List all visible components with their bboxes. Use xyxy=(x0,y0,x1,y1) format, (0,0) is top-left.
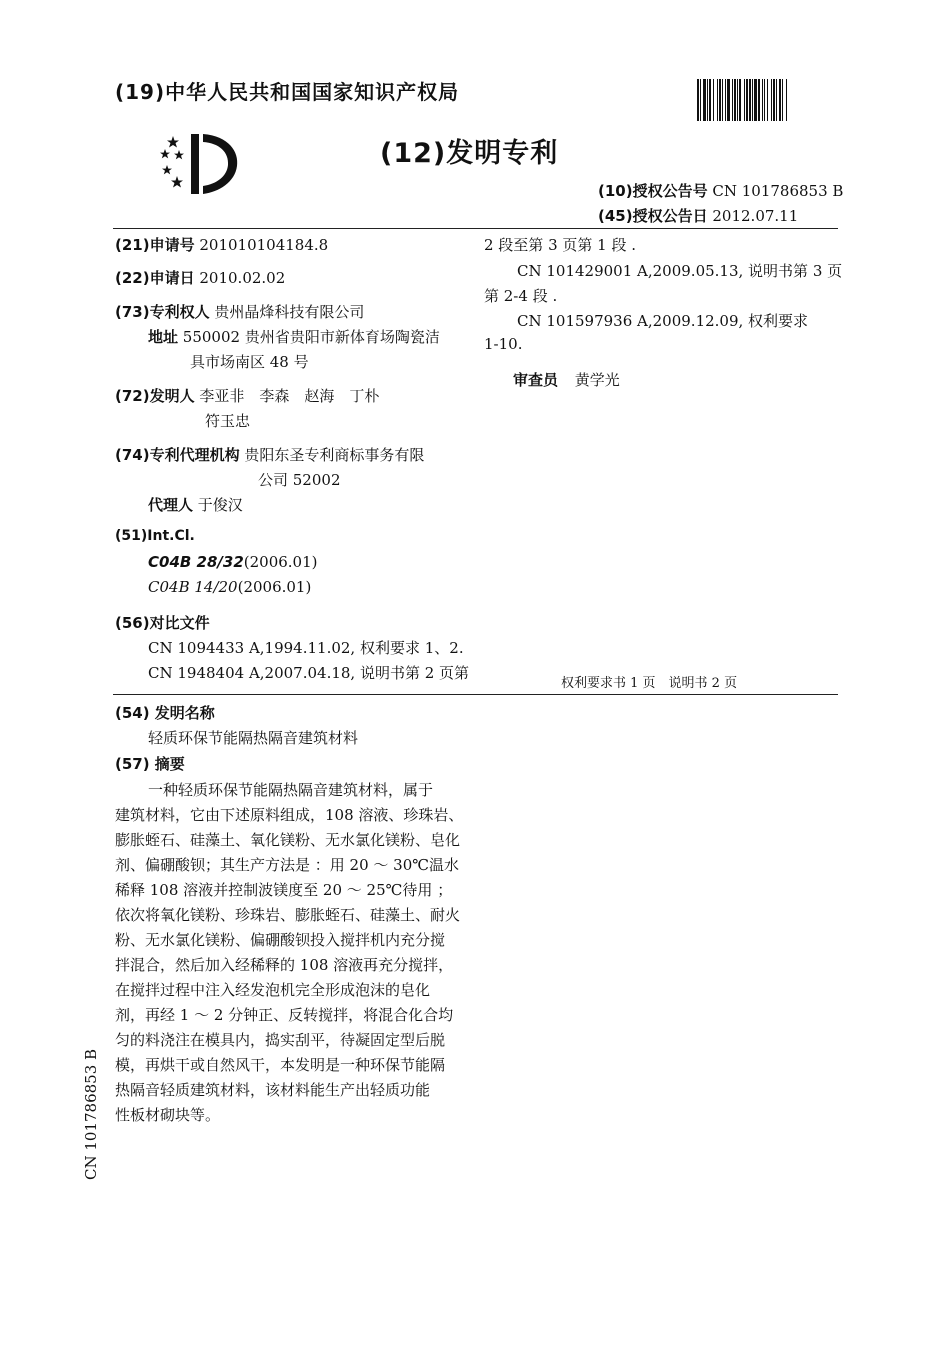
document-type: (12)发明专利 xyxy=(380,138,559,169)
application-date-row xyxy=(115,267,285,288)
examiner-label: 审查员 xyxy=(513,371,559,389)
examiner: 黄学光 xyxy=(574,371,620,389)
barcode-bar xyxy=(762,79,763,121)
abstract-line: 热隔音轻质建筑材料，该材料能生产出轻质功能 xyxy=(115,1081,431,1099)
section-rule xyxy=(113,694,838,695)
inventors-line-1: 李亚非 李森 赵海 丁朴 xyxy=(199,387,380,405)
abstract-line: 粉、无水氯化镁粉、偏硼酸钡投入搅拌机内充分搅 xyxy=(115,931,446,949)
inventors-label: (72)发明人 xyxy=(115,387,195,405)
grant-pub-number-row xyxy=(598,180,843,201)
barcode-bar xyxy=(779,79,781,121)
agency-line-2: 公司 52002 xyxy=(258,471,341,489)
ipc-version: (2006.01) xyxy=(243,553,318,571)
barcode-bar xyxy=(776,79,777,121)
patentee-label: (73)专利权人 xyxy=(115,303,210,321)
ipc-entry xyxy=(148,553,318,571)
abstract-line: 膨胀蛭石、硅藻土、氧化镁粉、无水氯化镁粉、皂化 xyxy=(115,831,461,849)
references-label-row xyxy=(115,612,210,633)
agency-label: (74)专利代理机构 xyxy=(115,446,240,464)
barcode-bar xyxy=(749,79,751,121)
references-label: (56)对比文件 xyxy=(115,614,210,632)
side-publication-number: CN 101786853 B xyxy=(82,1048,100,1180)
abstract-line: 剂、偏硼酸钡；其生产方法是 ：用 20 ～ 30℃温水 xyxy=(115,856,460,874)
barcode-bar xyxy=(771,79,772,121)
application-number-label: (21)申请号 xyxy=(115,236,195,254)
barcode-bar xyxy=(734,79,736,121)
abstract-line: 性板材砌块等。 xyxy=(115,1106,221,1124)
grant-date-row xyxy=(598,205,798,226)
barcode-bar xyxy=(717,79,718,121)
ipc-entry xyxy=(148,578,311,596)
agency-row xyxy=(115,444,424,465)
abstract-line: 依次将氧化镁粉、珍珠岩、膨胀蛭石、硅藻土、耐火 xyxy=(115,906,461,924)
abstract-line: 剂，再经 1 ～ 2 分钟正、反转搅拌，将混合化合均 xyxy=(115,1006,454,1024)
int-cl-label xyxy=(115,528,195,544)
invention-title: 轻质环保节能隔热隔音建筑材料 xyxy=(148,729,359,747)
reference-item: CN 1948404 A,2007.04.18, 说明书第 2 页第 xyxy=(148,664,470,682)
invention-title-label: (54) 发明名称 xyxy=(115,704,215,722)
barcode-bar xyxy=(707,79,708,121)
abstract-line: 拌混合，然后加入经稀释的 108 溶液再充分搅拌， xyxy=(115,956,454,974)
inventors-row xyxy=(115,385,379,406)
barcode-bar xyxy=(713,79,714,121)
address-label: 地址 xyxy=(148,328,179,346)
ipc-code: C04B 28/32 xyxy=(148,553,244,571)
int-cl-label-text: (51)Int.Cl. xyxy=(115,528,195,544)
abstract-line: 在搅拌过程中注入经发泡机完全形成泡沫的皂化 xyxy=(115,981,431,999)
barcode-bar xyxy=(767,79,768,121)
application-date: 2010.02.02 xyxy=(199,269,286,287)
issuing-office: (19)中华人民共和国国家知识产权局 xyxy=(115,80,460,104)
reference-continuation: 2 段至第 3 页第 1 段 . xyxy=(484,236,637,254)
barcode-bar xyxy=(697,79,699,121)
barcode-bar xyxy=(764,79,765,121)
barcode-bar xyxy=(739,79,741,121)
barcode-bar xyxy=(732,79,733,121)
barcode-bar xyxy=(744,79,745,121)
barcode-bar xyxy=(725,79,726,121)
abstract-label-row xyxy=(115,753,185,774)
barcode-bar xyxy=(754,79,757,121)
barcode-bar xyxy=(719,79,721,121)
reference-item: CN 101429001 A,2009.05.13, 说明书第 3 页 xyxy=(517,262,843,280)
abstract-line: 匀的料浇注在模具内，捣实刮平，待凝固定型后脱 xyxy=(115,1031,446,1049)
grant-date: 2012.07.11 xyxy=(712,207,799,225)
application-number: 201010104184.8 xyxy=(199,236,329,254)
abstract-body xyxy=(115,778,475,1128)
header-rule xyxy=(113,228,838,229)
application-date-label: (22)申请日 xyxy=(115,269,195,287)
reference-item: CN 1094433 A,1994.11.02, 权利要求 1、2. xyxy=(148,639,464,657)
abstract-line: 一种轻质环保节能隔热隔音建筑材料，属于 xyxy=(148,781,434,799)
abstract-label: (57) 摘要 xyxy=(115,755,185,773)
patentee: 贵州晶烽科技有限公司 xyxy=(214,303,365,321)
barcode-bar xyxy=(746,79,748,121)
page-count: 权利要求书 1 页 说明书 2 页 xyxy=(561,676,738,691)
barcode-bar xyxy=(782,79,783,121)
application-number-row xyxy=(115,234,328,255)
barcode xyxy=(697,79,837,121)
agency-line-1: 贵阳东圣专利商标事务有限 xyxy=(244,446,425,464)
barcode-bar xyxy=(703,79,706,121)
patentee-row xyxy=(115,301,364,322)
abstract-line: 模，再烘干或自然风干，本发明是一种环保节能隔 xyxy=(115,1056,446,1074)
barcode-bar xyxy=(773,79,775,121)
barcode-bar xyxy=(786,79,787,121)
reference-continuation: 第 2-4 段 . xyxy=(484,287,558,305)
barcode-bar xyxy=(727,79,730,121)
barcode-bar xyxy=(722,79,723,121)
ipc-version: (2006.01) xyxy=(237,578,312,596)
barcode-bar xyxy=(709,79,711,121)
inventors-line-2: 符玉忠 xyxy=(205,412,251,430)
barcode-bar xyxy=(737,79,738,121)
abstract-line: 建筑材料，它由下述原料组成，108 溶液、珍珠岩、 xyxy=(115,806,464,824)
ipc-code: C04B 14/20 xyxy=(148,578,238,596)
agent-row xyxy=(148,494,243,515)
barcode-bar xyxy=(700,79,701,121)
grant-pub-number-label: (10)授权公告号 xyxy=(598,182,708,200)
grant-pub-number: CN 101786853 B xyxy=(712,182,844,200)
address-row xyxy=(148,326,440,347)
reference-continuation: 1-10. xyxy=(484,335,523,353)
abstract-line: 稀释 108 溶液并控制波镁度至 20 ～ 25℃待用 ； xyxy=(115,881,453,899)
grant-date-label: (45)授权公告日 xyxy=(598,207,708,225)
address-line-2: 具市场南区 48 号 xyxy=(190,353,309,371)
office-logo xyxy=(157,130,242,198)
examiner-row xyxy=(513,369,620,390)
invention-title-label-row xyxy=(115,702,215,723)
barcode-bar xyxy=(758,79,760,121)
agent: 于俊汉 xyxy=(197,496,243,514)
agent-label: 代理人 xyxy=(148,496,194,514)
barcode-bar xyxy=(752,79,753,121)
address-line-1: 550002 贵州省贵阳市新体育场陶瓷洁 xyxy=(182,328,440,346)
reference-item: CN 101597936 A,2009.12.09, 权利要求 xyxy=(517,312,809,330)
